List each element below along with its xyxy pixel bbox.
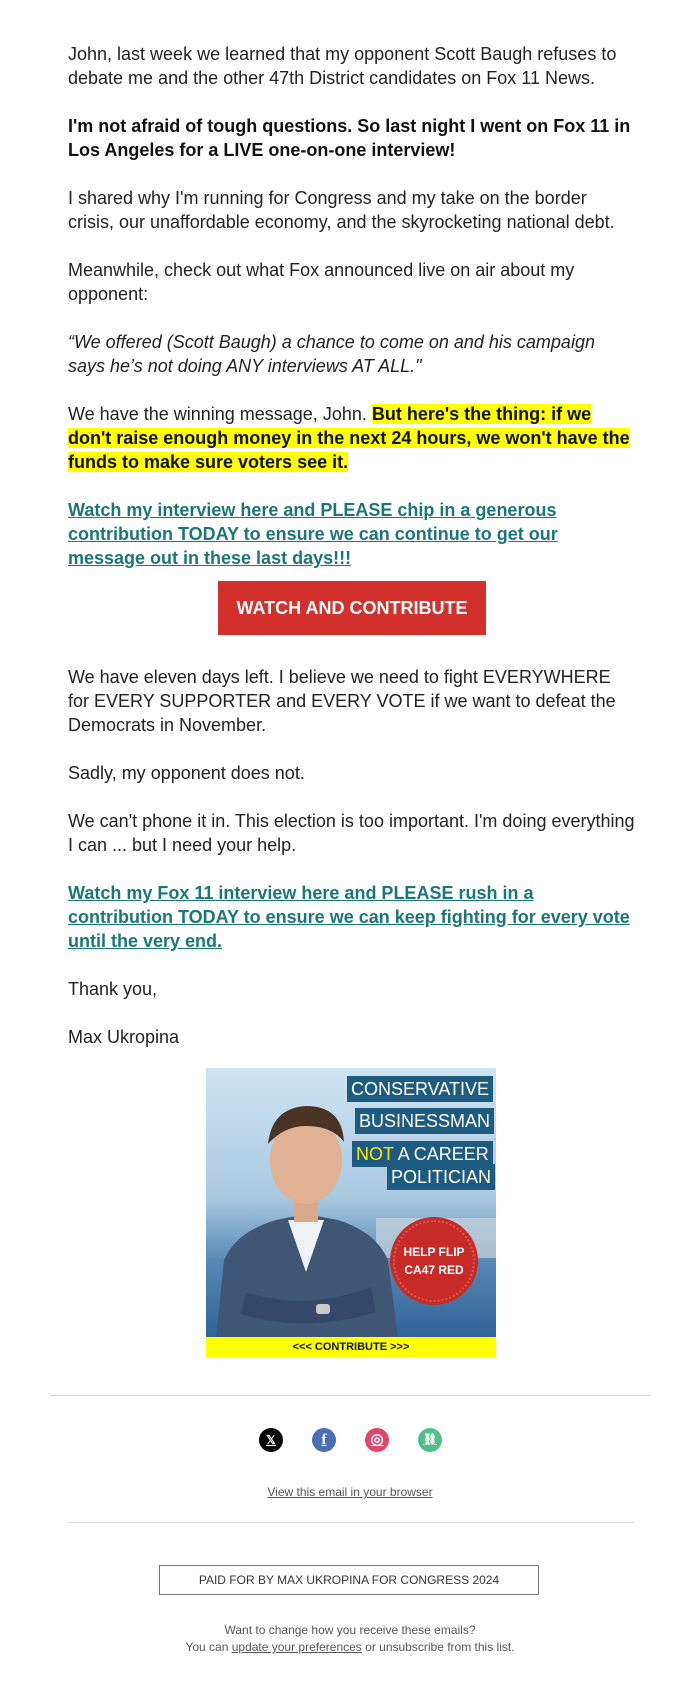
highlighted-text: But here's the thing: if we don't raise enough money in the next 24 hours, we won't have the funds to make sure voters see it.: [68, 404, 630, 472]
banner-not-accent: NOT: [356, 1144, 394, 1164]
banner-line-businessman: BUSINESSMAN: [355, 1108, 494, 1134]
unsubscribe-text: or unsubscribe from this list.: [365, 1640, 515, 1654]
paragraph-winning: [68, 402, 636, 474]
signoff: Thank you,: [68, 979, 158, 999]
paragraph-shared: I shared why I'm running for Congress and my take on the border crisis, our unaffordable economy, and the skyrocketing national debt.: [68, 188, 615, 232]
email-body: [68, 42, 636, 1049]
banner-line-politician: POLITICIAN: [387, 1164, 495, 1190]
interview-link-1[interactable]: Watch my interview here and PLEASE chip in a generous contribution TODAY to ensure we can continue to get our message out in these last days!!!: [68, 500, 558, 568]
update-preferences-link[interactable]: update your preferences: [231, 1640, 362, 1654]
paragraph-intro: John, last week we learned that my opponent Scott Baugh refuses to debate me and the other 47th District candidates on Fox 11 News.: [68, 44, 617, 88]
banner-contribute-bar: <<< CONTRIBUTE >>>: [206, 1337, 496, 1357]
seal-line-2: CA47 RED: [404, 1263, 464, 1277]
view-in-browser: [0, 1485, 700, 1499]
help-flip-seal: [393, 1220, 475, 1302]
link-icon[interactable]: ⛓: [418, 1428, 442, 1452]
facebook-icon[interactable]: f: [312, 1428, 336, 1452]
banner-line-conservative: CONSERVATIVE: [347, 1076, 493, 1102]
winning-text: We have the winning message, John.: [68, 404, 367, 424]
you-can-text: You can: [185, 1640, 229, 1654]
contribute-banner[interactable]: [206, 1068, 496, 1357]
footer-divider-bottom: [68, 1522, 634, 1523]
paragraph-phone: We can't phone it in. This election is too important. I'm doing everything I can ... but I need your help.: [68, 811, 635, 855]
paragraph-opponent: Sadly, my opponent does not.: [68, 763, 305, 783]
watch-and-contribute-button[interactable]: WATCH AND CONTRIBUTE: [218, 581, 486, 635]
seal-line-1: HELP FLIP: [403, 1245, 465, 1259]
preferences-line: [0, 1639, 700, 1656]
email-preferences: [0, 1622, 700, 1656]
x-icon[interactable]: 𝕏: [259, 1428, 283, 1452]
change-prompt: Want to change how you receive these emails?: [224, 1623, 476, 1637]
paragraph-bold: I'm not afraid of tough questions. So last night I went on Fox 11 in Los Angeles for a LIVE one-on-one interview!: [68, 116, 631, 160]
paragraph-eleven-days: We have eleven days left. I believe we need to fight EVERYWHERE for EVERY SUPPORTER and EVERY VOTE if we want to defeat the Democrats in November.: [68, 667, 616, 735]
footer-divider-top: [50, 1395, 651, 1396]
paid-for-disclaimer: PAID FOR BY MAX UKROPINA FOR CONGRESS 2024: [159, 1565, 539, 1595]
instagram-icon[interactable]: ◎: [365, 1428, 389, 1452]
fox-quote: “We offered (Scott Baugh) a chance to come on and his campaign says he’s not doing ANY interviews AT ALL.": [68, 332, 595, 376]
banner-a-career: A CAREER: [397, 1144, 489, 1164]
paragraph-meanwhile: Meanwhile, check out what Fox announced live on air about my opponent:: [68, 260, 575, 304]
view-in-browser-link[interactable]: View this email in your browser: [267, 1485, 433, 1499]
interview-link-2[interactable]: Watch my Fox 11 interview here and PLEASE rush in a contribution TODAY to ensure we can keep fighting for every vote until the very end.: [68, 883, 630, 951]
social-links: [0, 1428, 700, 1452]
signature: Max Ukropina: [68, 1027, 180, 1047]
